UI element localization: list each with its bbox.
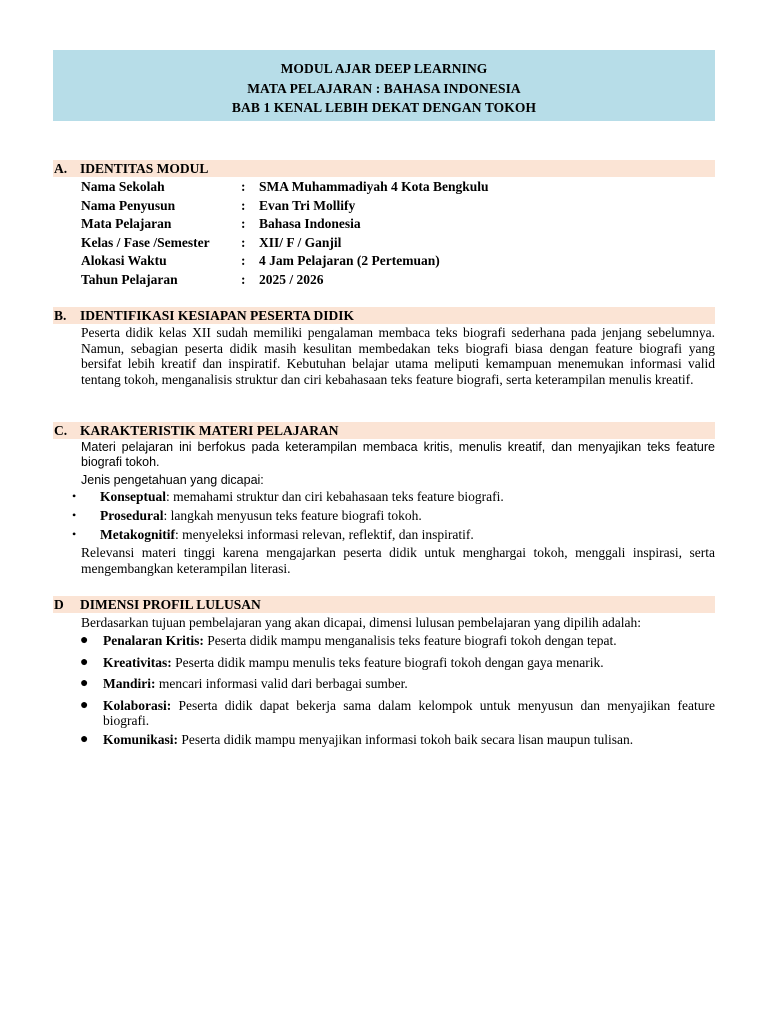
identity-colon: :	[241, 179, 246, 194]
section-c-intro: Materi pelajaran ini berfokus pada keterampilan membaca kritis, menulis kreatif, dan menyajikan teks feature biografi tokoh.	[81, 440, 715, 469]
section-c-header	[53, 422, 715, 439]
section-d-intro: Berdasarkan tujuan pembelajaran yang akan dicapai, dimensi lulusan pembelajaran yang dipilih adalah:	[81, 615, 642, 630]
section-c-letter: C.	[54, 423, 68, 438]
identity-label: Nama Penyusun	[81, 197, 176, 213]
section-b-header	[53, 307, 715, 324]
identity-label: Kelas / Fase /Semester	[81, 234, 210, 250]
subject-title: MATA PELAJARAN : BAHASA INDONESIA	[247, 80, 521, 96]
bullet-icon: ●	[80, 731, 89, 747]
bullet-icon: ●	[80, 654, 89, 670]
item-text: : memahami struktur dan ciri kebahasaan teks feature biografi.	[166, 489, 504, 504]
item-term: Prosedural	[100, 508, 164, 523]
identity-value: 4 Jam Pelajaran (2 Pertemuan)	[259, 253, 440, 268]
section-c-jenis: Jenis pengetahuan yang dicapai:	[81, 473, 264, 487]
identity-colon: :	[241, 197, 246, 213]
list-item	[80, 732, 715, 751]
section-d-title: DIMENSI PROFIL LULUSAN	[80, 597, 261, 612]
bullet-icon: ●	[80, 676, 89, 691]
identity-value: Bahasa Indonesia	[259, 216, 361, 231]
identity-label: Nama Sekolah	[81, 179, 165, 194]
item-text: Peserta didik mampu menulis teks feature biografi tokoh dengan gaya menarik.	[171, 654, 604, 670]
list-item	[80, 698, 715, 729]
item-term: Kolaborasi:	[103, 697, 172, 713]
knowledge-list	[72, 489, 715, 546]
identity-colon: :	[241, 216, 246, 231]
item-text: : langkah menyusun teks feature biografi tokoh.	[163, 508, 422, 523]
identity-colon: :	[241, 271, 246, 287]
item-text: Peserta didik mampu menganalisis teks feature biografi tokoh dengan tepat.	[203, 633, 617, 648]
item-term: Kreativitas:	[103, 654, 172, 670]
identity-colon: :	[241, 234, 246, 250]
section-b-letter: B.	[54, 308, 67, 323]
item-text: mencari informasi valid dari berbagai sumber.	[155, 676, 408, 691]
identity-colon: :	[241, 253, 246, 268]
identity-value: 2025 / 2026	[259, 271, 324, 287]
item-text: : menyeleksi informasi relevan, reflektif, dan inspiratif.	[175, 527, 474, 542]
list-item	[72, 508, 715, 527]
bullet-icon: •	[72, 527, 77, 541]
profile-list	[80, 633, 715, 750]
identity-label: Alokasi Waktu	[81, 253, 167, 268]
identity-value: Evan Tri Mollify	[259, 197, 356, 213]
section-b-title: IDENTIFIKASI KESIAPAN PESERTA DIDIK	[80, 308, 354, 323]
list-item	[80, 633, 715, 652]
section-d-header	[53, 596, 715, 613]
item-term: Metakognitif	[100, 527, 175, 542]
identity-label: Tahun Pelajaran	[81, 271, 178, 287]
identity-value: SMA Muhammadiyah 4 Kota Bengkulu	[259, 179, 489, 194]
section-a-letter: A.	[54, 161, 68, 176]
item-text: Peserta didik mampu menyajikan informasi tokoh baik secara lisan maupun tulisan.	[178, 731, 634, 747]
identity-label: Mata Pelajaran	[81, 216, 172, 231]
section-c-title: KARAKTERISTIK MATERI PELAJARAN	[80, 423, 339, 438]
section-a-title: IDENTITAS MODUL	[80, 161, 209, 176]
item-term: Konseptual	[100, 489, 167, 504]
list-item	[80, 676, 715, 695]
module-title: MODUL AJAR DEEP LEARNING	[280, 61, 488, 76]
chapter-title: BAB 1 KENAL LEBIH DEKAT DENGAN TOKOH	[231, 100, 537, 115]
list-item	[80, 655, 715, 674]
section-c-relevansi: Relevansi materi tinggi karena mengajarkan peserta didik untuk menghargai tokoh, menggali inspirasi, serta mengembangkan keterampilan literasi.	[81, 545, 715, 576]
section-a-header	[53, 160, 715, 177]
list-item	[72, 489, 715, 508]
section-b-paragraph: Peserta didik kelas XII sudah memiliki pengalaman membaca teks biografi sederhana pada jenjang sebelumnya. Namun, sebagian peserta didik masih kesulitan membedakan teks biografi biasa dengan feature biografi yang bersifat lebih kreatif dan inspiratif. Kebutuhan belajar utama meliputi kemampuan menemukan informasi valid tentang tokoh, menganalisis struktur dan ciri kebahasaan teks feature biografi, serta keterampilan menulis kreatif.	[81, 325, 715, 387]
item-term: Mandiri:	[103, 676, 156, 691]
identity-value: XII/ F / Ganjil	[259, 234, 342, 250]
bullet-icon: ●	[80, 633, 89, 648]
section-d-letter: D	[54, 597, 64, 612]
bullet-icon: •	[72, 508, 77, 522]
bullet-icon: •	[72, 489, 77, 503]
item-text: Peserta didik dapat bekerja sama dalam kelompok untuk menyusun dan menyajikan feature biografi.	[103, 697, 715, 728]
bullet-icon: ●	[80, 697, 89, 713]
title-box	[53, 50, 715, 121]
item-term: Komunikasi:	[103, 731, 179, 747]
item-term: Penalaran Kritis:	[103, 633, 204, 648]
list-item	[72, 527, 715, 546]
